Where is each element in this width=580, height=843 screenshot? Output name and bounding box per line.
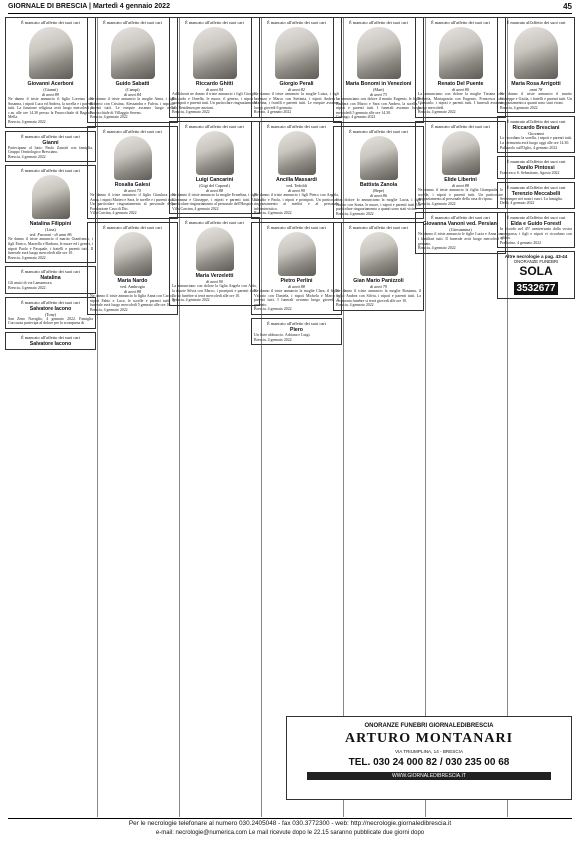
portrait-photo bbox=[196, 131, 234, 175]
obituary-notice bbox=[497, 17, 575, 113]
notice-intro: È mancato all'affetto dei suoi cari bbox=[267, 320, 326, 326]
notice-intro: È mancato all'affetto dei suoi cari bbox=[349, 128, 408, 134]
newspaper-name: GIORNALE DI BRESCIA | Martedì 4 gennaio 2022 bbox=[8, 3, 170, 10]
notice-place-date: Brescia, 4 gennaio 2022 bbox=[90, 115, 128, 120]
notice-text: Ne danno il triste annuncio la figlia Giampaola, le sorelle, i nipoti e parenti tutti. Un particolare ringraziamento al personale della casa di riposo. bbox=[418, 187, 503, 202]
footer-contact: Per le necrologie telefonare al numero 030.2405048 - fax 030.3772300 - web: http://necrologie.giornaledibrescia.it bbox=[128, 820, 452, 827]
portrait-photo bbox=[514, 27, 558, 79]
sola-name: SOLA bbox=[519, 264, 553, 279]
obituary-notice bbox=[5, 266, 96, 293]
nickname: (Gianni) bbox=[43, 87, 58, 92]
portrait-photo bbox=[29, 27, 73, 79]
notice-intro: È mancato all'affetto dei suoi cari bbox=[21, 20, 80, 25]
obituary-notice bbox=[415, 17, 506, 118]
notice-text: In ricordo nel 45° anniversario dalla vostra scomparsa, i figli e nipoti vi ricordano con affetto. bbox=[500, 226, 572, 241]
notice-place-date: Brescia, 4 gennaio 2022 bbox=[254, 211, 292, 216]
obituary-notice bbox=[251, 222, 342, 315]
portrait-photo bbox=[196, 227, 234, 271]
age: ved. Faraoni - di anni 86 bbox=[29, 232, 72, 238]
deceased-name: Salvatore Iacono bbox=[29, 340, 72, 347]
notice-place-date: Brescia, 4 gennaio 2022 bbox=[336, 211, 374, 216]
nickname: (Campi) bbox=[125, 87, 140, 92]
ad-website: WWW.GIORNALEDIBRESCIA.IT bbox=[307, 772, 551, 780]
nickname: (Mari) bbox=[373, 87, 384, 92]
deceased-name: Riccardo Bresciani bbox=[512, 125, 560, 132]
notice-intro: È mancato all'affetto dei suoi cari bbox=[103, 224, 162, 230]
notice-text: Ne danno il triste annuncio i figli Pietro con Angela, Claudio e Paola, i nipoti e pronipoti. Un particolare ringraziamento ai medici e al personale infermieristico. bbox=[254, 192, 339, 211]
deceased-name: Battista Zanola bbox=[359, 181, 398, 188]
notice-text: Ne danno il triste annuncio la moglie Anna, i figli Roberto con Cristina, Alessandra e Fulvia, i nipoti e parenti tutti. Le esequie avranno luogo nella Parrocchiale di Villaggio Sereno. bbox=[90, 97, 175, 115]
notice-text: Ne danno il triste annuncio il figlio Lorenzo con Susanna, i nipoti Luca ed Andrea, la sorella e i parenti tutti. La funzione religiosa avrà luogo mercoledì 5 c.m. alle ore 14.30 presso la Parrocchiale di Bagnolo Mella. bbox=[8, 97, 93, 120]
age: di anni 82 bbox=[288, 87, 305, 92]
notice-text: Ne danno il triste annuncio le figlie Lucia e Anna con i familiari tutti. Il funerale avrà luogo mercoledì 5 gennaio. bbox=[418, 232, 503, 246]
notice-text: La annunciano con dolore il marito Eugenio, le figlie Barbara con Marco e Sara con Andrea, la sorella, i nipoti e parenti tutti. I funerali avranno luogo mercoledì 5 gennaio alle ore 14.30. bbox=[336, 97, 421, 115]
nickname: ved. Tedoldi bbox=[286, 182, 307, 188]
age: di anni 88 bbox=[288, 283, 305, 289]
deceased-name: Pietro Perlini bbox=[280, 277, 313, 284]
obituary-notice bbox=[415, 121, 506, 209]
footer-email: e-mail: necrologie@numerica.com Le mail ricevute dopo le 22.15 saranno pubblicate due giorni dopo bbox=[155, 830, 425, 836]
notice-place-date: Brescia, 4 gennaio 2022 bbox=[418, 201, 456, 206]
column-4 bbox=[250, 17, 344, 817]
column-2 bbox=[86, 17, 180, 817]
deceased-name: Danilo Pintossi bbox=[517, 165, 555, 172]
notice-text: Con dolore lo annunciano la moglie Lucia, i figli Enrico con Sonia, le nuore, i nipoti e parenti tutti. Un particolare ringraziamento a quanti sono stati vicini. bbox=[336, 197, 421, 212]
portrait-photo bbox=[360, 136, 398, 180]
notice-intro: È mancato all'affetto dei suoi cari bbox=[349, 20, 408, 25]
column-7 bbox=[496, 17, 576, 817]
notice-intro: È mancato all'affetto dei suoi cari bbox=[103, 20, 162, 25]
notice-intro: È mancato all'affetto dei suoi cari bbox=[506, 214, 566, 220]
notice-text: Gli amici di via Lamarmora. bbox=[8, 281, 53, 286]
notice-intro: È mancato all'affetto dei suoi cari bbox=[267, 123, 326, 129]
deceased-name: Terenzio Meccabelli bbox=[511, 190, 561, 197]
notice-place-date: Brescia, 4 gennaio 2022 bbox=[8, 285, 46, 290]
obituary-notice bbox=[333, 222, 424, 310]
notice-intro: È mancato all'affetto dei suoi cari bbox=[431, 20, 490, 25]
obituary-notice bbox=[415, 212, 506, 253]
age: di anni 89 bbox=[42, 92, 59, 97]
notice-intro: È mancato all'affetto dei suoi cari bbox=[506, 20, 566, 25]
obituary-notice bbox=[251, 121, 342, 219]
nickname: Giovanni bbox=[528, 131, 544, 137]
notice-place-date: Brescia, 4 gennaio 2022 bbox=[8, 255, 46, 260]
notice-text: Ne danno il triste annuncio la figlia Anna con Carlo, i nipoti Fabio e Luca, le sorelle e parenti tutti. Il funerale avrà luogo mercoledì 5 gennaio alle ore 10. bbox=[90, 293, 175, 308]
notice-intro: È mancato all'affetto dei suoi cari bbox=[21, 334, 80, 340]
notice-place-date: Pralboino, 4 gennaio 2022 bbox=[500, 240, 542, 245]
nickname: (Giovannina) bbox=[449, 227, 472, 233]
nickname: (Bepe) bbox=[372, 187, 385, 193]
age: di anni 88 bbox=[124, 288, 141, 294]
notice-intro: È mancato all'affetto dei suoi cari bbox=[267, 20, 326, 25]
obituary-notice bbox=[497, 182, 575, 209]
notice-text: Ne danno il triste annuncio il marito Gianfranco, i figli Enrico, Marzella e Barbara, le nuore ed i generi, i nipoti Paolo e Pasquale, i fratelli e parenti tutti. Il funerale avrà luogo mercoledì alle ore 10. bbox=[8, 237, 93, 256]
age: di anni 88 bbox=[206, 187, 223, 193]
nickname: (Gigi del Caporal) bbox=[199, 182, 230, 188]
obituary-notice bbox=[5, 297, 96, 329]
notice-place-date: Brescia, 4 gennaio 2022 bbox=[336, 303, 374, 308]
notice-intro: È mancato all'affetto dei suoi cari bbox=[185, 220, 244, 226]
notice-intro: È mancato all'affetto dei suoi cari bbox=[21, 133, 80, 139]
obituary-page bbox=[4, 17, 576, 817]
notice-text: Francesco S. Sebastiano, Agosto 2022 bbox=[500, 171, 560, 176]
column-5 bbox=[332, 17, 426, 817]
notice-intro: È mancato all'affetto dei suoi cari bbox=[506, 159, 566, 165]
obituary-notice bbox=[87, 222, 178, 315]
deceased-name: Natalina Filippini bbox=[29, 221, 72, 228]
age: anni 78 bbox=[529, 87, 543, 92]
page-header bbox=[8, 0, 572, 14]
notice-place-date: Brescia, 4 gennaio 2022 bbox=[418, 110, 456, 115]
nickname: ved. Ambrogio bbox=[119, 283, 146, 289]
notice-text: Ne danno il triste annuncio il figlio Gianluca con Anna, i nipoti Matteo e Sara, le sorelle e i parenti tutti. Un particolare ringraziamento al personale della Fondazione Casa di Dio. bbox=[90, 192, 175, 211]
obituary-notice bbox=[5, 332, 96, 350]
notice-place-date: Brescia, 4 gennaio 2022 bbox=[254, 337, 292, 342]
deceased-name: Salvatore Iacono bbox=[29, 305, 72, 312]
age: di anni 73 bbox=[370, 92, 387, 97]
notice-place-date: Villa Carcina, 4 gennaio 2022 bbox=[90, 211, 137, 216]
notice-place-date: Brescia, 4 gennaio 2022 bbox=[8, 119, 46, 124]
age: di anni 90 bbox=[288, 187, 305, 193]
notice-text: Un forte abbraccio. Adriana e Luigi. bbox=[254, 332, 311, 337]
age: di anni 88 bbox=[452, 182, 469, 188]
deceased-name: Giovanni Acerboni bbox=[27, 81, 74, 87]
age: di anni 80 bbox=[452, 87, 469, 92]
deceased-name: Maria Bonomi in Venezioni bbox=[345, 81, 412, 87]
notice-place-date: Brescia, 4 gennaio 2022 bbox=[254, 307, 292, 312]
portrait-photo bbox=[278, 131, 316, 175]
obituary-notice bbox=[333, 17, 424, 123]
obituary-notice bbox=[5, 17, 96, 128]
portrait-photo bbox=[32, 175, 70, 219]
notice-intro: È mancato all'affetto dei suoi cari bbox=[21, 168, 80, 174]
ad-phone: TEL. 030 24 000 82 / 030 235 00 68 bbox=[348, 757, 510, 768]
deceased-name: Elda e Guido Forestl bbox=[510, 220, 562, 227]
ad-address: VIA TRIUMPLINA, 14 - BRESCIA bbox=[394, 749, 464, 754]
notice-text: Sei sempre nei nostri cuori. La famiglia. bbox=[500, 196, 563, 201]
deceased-name: Renato Del Puente bbox=[437, 81, 484, 87]
page-footer bbox=[8, 818, 572, 838]
notice-place-date: Rovato, 4 gennaio 2022 bbox=[254, 110, 292, 115]
obituary-notice bbox=[87, 17, 178, 123]
nickname: (Tony) bbox=[44, 311, 57, 317]
notice-text: La annunciano con dolore la moglie Tiziana con Roberta, Mariagrazia con Eugenio, Francesca con Giancarlo, i nipoti e parenti tutti. I funerali avranno luogo mercoledì. bbox=[418, 92, 503, 110]
notice-place-date: Brescia, 4 gennaio 2022 bbox=[172, 298, 210, 303]
notice-intro: È mancato all'affetto dei suoi cari bbox=[21, 299, 80, 305]
sola-label: ONORANZE FUNEBRI bbox=[513, 259, 559, 265]
column-3 bbox=[168, 17, 262, 817]
obituary-notice bbox=[5, 165, 96, 263]
notice-place-date: Brescia, 4 gennaio 2022 bbox=[8, 154, 46, 159]
deceased-name: Gianni bbox=[42, 139, 59, 146]
obituary-notice bbox=[497, 156, 575, 179]
obituary-notice bbox=[169, 121, 260, 214]
ad-brand: ARTURO MONTANARI bbox=[344, 731, 514, 746]
notice-place-date: Delle, 4 gennaio 2022 bbox=[500, 201, 535, 206]
deceased-name: Elide Liberini bbox=[444, 176, 477, 183]
sola-phone: 3532677 bbox=[514, 282, 559, 295]
notice-place-date: Palazzolo sull'Oglio, 4 gennaio 2022 bbox=[500, 145, 558, 150]
funeral-home-ad bbox=[286, 716, 572, 800]
notice-text: Ne danno il triste annuncio la moglie Clara, il figlio Vittorio con Daniela, i nipoti Michela e Marco e parenti tutti. I funerali avranno luogo giovedì 6 gennaio. bbox=[254, 288, 339, 307]
obituary-notice bbox=[5, 131, 96, 163]
notice-text: Ne danno il triste annuncio la moglie Ermelina, i figli Giovanna e Giuseppe, i nipoti e parenti tutti. Un particolare ringraziamento al personale dell'Hospice. bbox=[172, 192, 257, 207]
notice-intro: È mancato all'affetto dei suoi cari bbox=[267, 224, 326, 230]
notice-intro: È mancato all'affetto dei suoi cari bbox=[431, 215, 490, 221]
deceased-name: Luigi Cancarini bbox=[195, 176, 234, 183]
notice-text: Partecipano al lutto: Paolo Zanotti con famiglia, Gruppo Ornitologico Bresciano. bbox=[8, 145, 93, 155]
portrait-photo bbox=[439, 27, 483, 79]
portrait-photo bbox=[114, 232, 152, 276]
notice-text: Ne danno il triste annuncio la moglie Rosanna, il figlio Andrea con Silvia, i nipoti e parenti tutti. La cerimonia funebre si terrà giovedì alle ore 10. bbox=[336, 289, 421, 303]
obituary-notice bbox=[169, 17, 260, 118]
notice-intro: È mancato all'affetto dei suoi cari bbox=[185, 20, 244, 25]
obituary-notice bbox=[497, 116, 575, 153]
obituary-notice bbox=[251, 17, 342, 118]
notice-intro: È mancato all'affetto dei suoi cari bbox=[506, 184, 566, 190]
notice-text: La annunciano con dolore la figlia Angela con Aldo, la nipote Silvia con Marco, i pronipoti e parenti tutti. Il rito funebre si terrà mercoledì alle ore 10. bbox=[172, 284, 257, 298]
portrait-photo bbox=[278, 232, 316, 276]
portrait-photo bbox=[275, 27, 319, 79]
notice-intro: È mancato all'affetto dei suoi cari bbox=[185, 123, 244, 129]
notice-intro: È mancato all'affetto dei suoi cari bbox=[506, 119, 566, 125]
age: di anni 90 bbox=[206, 279, 223, 285]
notice-place-date: Brescia, 4 gennaio 2022 bbox=[500, 105, 538, 110]
deceased-name: Gian Mario Panizzoli bbox=[353, 278, 404, 285]
deceased-name: Giorgio Perali bbox=[279, 81, 314, 87]
obituary-notice bbox=[169, 217, 260, 305]
ad-header: ONORANZE FUNEBRI GIORNALEDIBRESCIA bbox=[364, 723, 494, 729]
portrait-photo bbox=[360, 232, 398, 276]
age: di anni 86 bbox=[370, 192, 387, 198]
obituary-notice bbox=[333, 126, 424, 219]
deceased-name: Rosalia Galesi bbox=[114, 181, 151, 188]
obituary-notice bbox=[497, 212, 575, 248]
column-6 bbox=[414, 17, 508, 817]
deceased-name: Maria Rosa Arrigotti bbox=[511, 81, 561, 87]
portrait-photo bbox=[442, 131, 480, 175]
deceased-name: Giovanna Vanoni ved. Persiani bbox=[422, 221, 499, 228]
obituary-notice bbox=[251, 318, 342, 345]
notice-intro: È mancato all'affetto dei suoi cari bbox=[349, 225, 408, 231]
deceased-name: Natalina bbox=[40, 275, 61, 282]
deceased-name: Guido Sabatti bbox=[115, 81, 150, 87]
age: di anni 75 bbox=[124, 187, 141, 193]
portrait-photo bbox=[357, 27, 401, 79]
notice-text: Ne danno il triste annuncio la moglie Luisa, i figli Lorenzo e Marco con Stefania, i nipoti Andrea e Martina, i fratelli e parenti tutti. Le esequie avranno luogo giovedì 6 gennaio. bbox=[254, 92, 339, 110]
age: di anni 94 bbox=[206, 87, 223, 92]
sola-ad bbox=[497, 251, 575, 299]
notice-text: Addolorati ne danno il triste annuncio i figli Giorgio, Riccardo e Ornella, le nuore, il genero, i nipoti e pronipoti e parenti tutti. Un particolare ringraziamento alla Residenza per anziani. bbox=[172, 92, 257, 110]
notice-text: San Zeno Naviglio, 4 gennaio 2022. Famiglia Cuccuzza partecipa al dolore per la scomparsa di bbox=[8, 316, 93, 326]
obituary-notice bbox=[87, 126, 178, 219]
notice-place-date: Brescia, 4 gennaio 2022 bbox=[172, 110, 210, 115]
deceased-name: Ancilla Massardi bbox=[276, 176, 317, 183]
portrait-photo bbox=[114, 136, 152, 180]
ad-more-notices: Altre necrologie a pag. 43-44 bbox=[504, 254, 568, 260]
notice-place-date: Brescia, 4 gennaio 2022 bbox=[90, 307, 128, 312]
notice-intro: È mancato all'affetto dei suoi cari bbox=[21, 269, 80, 275]
notice-intro: È mancato all'affetto dei suoi cari bbox=[431, 123, 490, 129]
notice-text: Lo ricordano la sorella, i nipoti e parenti tutti. La cerimonia avrà luogo oggi alle ore 14.30. bbox=[500, 136, 572, 145]
column-1 bbox=[4, 17, 98, 817]
notice-place-date: Brescia, 4 gennaio 2022 bbox=[418, 246, 456, 251]
notice-intro: È mancato all'affetto dei suoi cari bbox=[103, 128, 162, 134]
notice-place-date: Gussago, 4 gennaio 2022 bbox=[336, 115, 376, 120]
deceased-name: Riccardo Ghitti bbox=[195, 81, 234, 87]
portrait-photo bbox=[111, 27, 155, 79]
nickname: (Lina) bbox=[45, 227, 56, 233]
deceased-name: Maria Nardo bbox=[117, 277, 148, 284]
age: di anni 79 bbox=[370, 284, 387, 290]
deceased-name: Piero bbox=[290, 326, 303, 333]
age: di anni 84 bbox=[124, 92, 141, 97]
notice-place-date: Villa Carcina, 4 gennaio 2022 bbox=[172, 206, 219, 211]
portrait-photo bbox=[193, 27, 237, 79]
notice-text: Ne danno il triste annuncio il marito Giuseppe e Giulia, i fratelli e parenti tutti. Un ringraziamento a quanti sono stati vicini. bbox=[500, 92, 572, 106]
deceased-name: Maria Verzeletti bbox=[195, 273, 234, 280]
page-number: 45 bbox=[563, 2, 572, 11]
